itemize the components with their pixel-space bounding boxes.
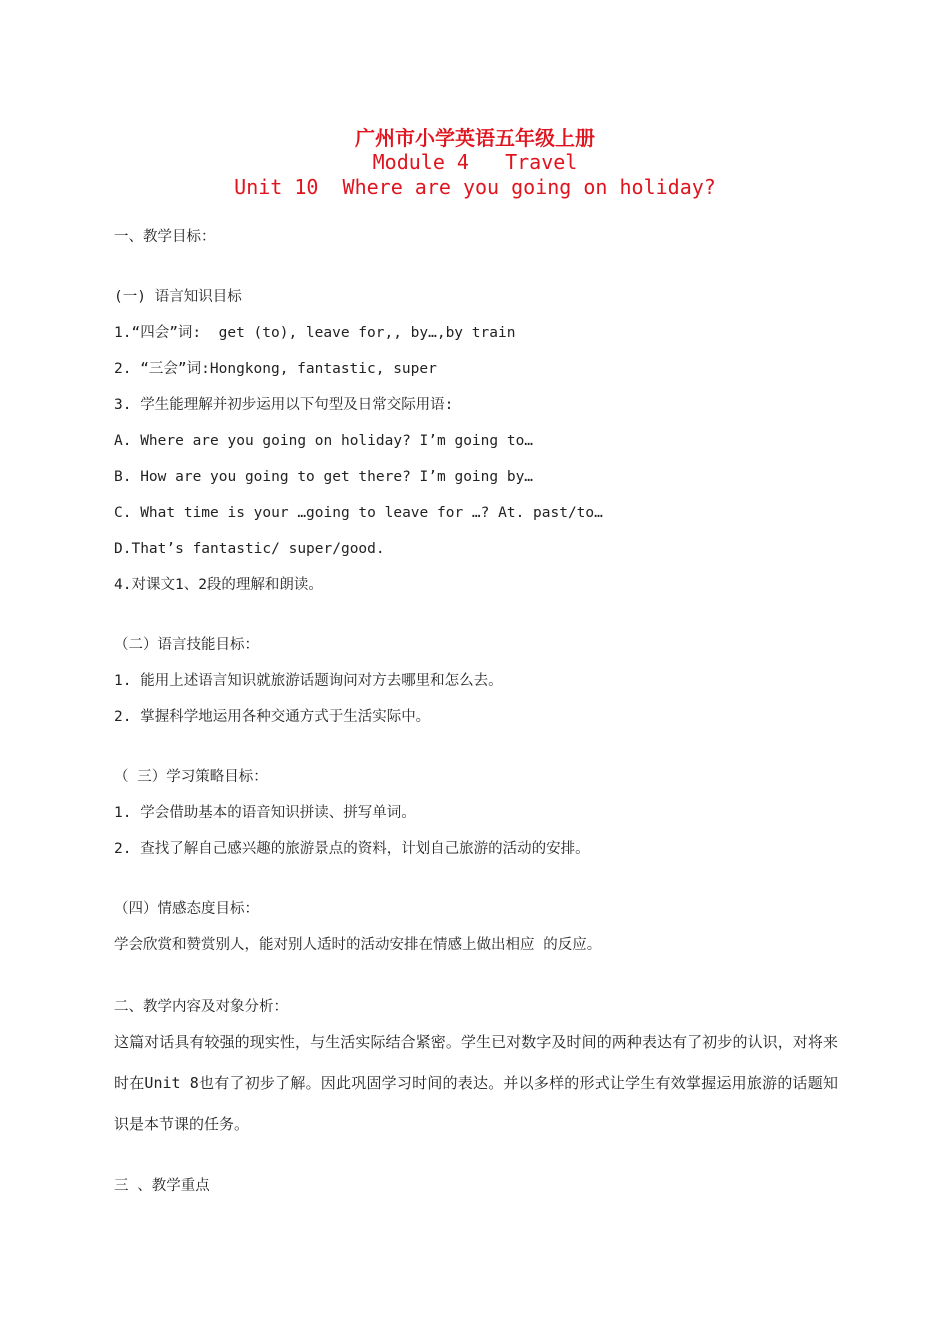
list-item: A. Where are you going on holiday? I’m going to… xyxy=(114,433,534,449)
list-item: D.That’s fantastic/ super/good. xyxy=(114,541,385,557)
section-heading-key-points: 三 、教学重点 xyxy=(114,1178,210,1194)
list-item: 1. 能用上述语言知识就旅游话题询问对方去哪里和怎么去。 xyxy=(114,673,503,689)
unit-title: Unit 10 Where are you going on holiday? xyxy=(234,175,716,199)
list-item: 4.对课文1、2段的理解和朗读。 xyxy=(114,577,323,593)
subheading-learning-strategy: （ 三）学习策略目标： xyxy=(114,769,268,785)
list-item: 2. 掌握科学地运用各种交通方式于生活实际中。 xyxy=(114,709,431,725)
list-item: C. What time is your …going to leave for …? At. past/to… xyxy=(114,505,603,521)
paragraph-text: 学会欣赏和赞赏别人，能对别人适时的活动安排在情感上做出相应 的反应。 xyxy=(114,937,602,953)
paragraph-analysis: 这篇对话具有较强的现实性，与生活实际结合紧密。学生已对数字及时间的两种表达有了初步的认识，对将来时在Unit 8也有了初步了解。因此巩固学习时间的表达。并以多样的形式让学生有效掌握运用旅游的话题知识是本节课的任务。 xyxy=(114,1033,838,1133)
section-heading-objectives: 一、教学目标： xyxy=(114,229,216,245)
subheading-language-knowledge: (一) 语言知识目标 xyxy=(114,289,242,305)
subheading-language-skills: （二）语言技能目标： xyxy=(114,637,259,653)
document-title: 广州市小学英语五年级上册 xyxy=(355,126,595,150)
list-item: 3. 学生能理解并初步运用以下句型及日常交际用语: xyxy=(114,397,454,413)
list-item: 1. 学会借助基本的语音知识拼读、拼写单词。 xyxy=(114,805,416,821)
list-item: 2. 查找了解自己感兴趣的旅游景点的资料，计划自己旅游的活动的安排。 xyxy=(114,841,590,857)
list-item: B. How are you going to get there? I’m going by… xyxy=(114,469,534,485)
subheading-emotional-attitude: （四）情感态度目标： xyxy=(114,901,259,917)
list-item: 2. “三会”词:Hongkong, fantastic, super xyxy=(114,361,437,377)
section-heading-content-analysis: 二、教学内容及对象分析： xyxy=(114,999,288,1015)
list-item: 1.“四会”词: get (to), leave for,, by…,by train xyxy=(114,325,516,341)
module-title: Module 4 Travel xyxy=(372,150,578,174)
